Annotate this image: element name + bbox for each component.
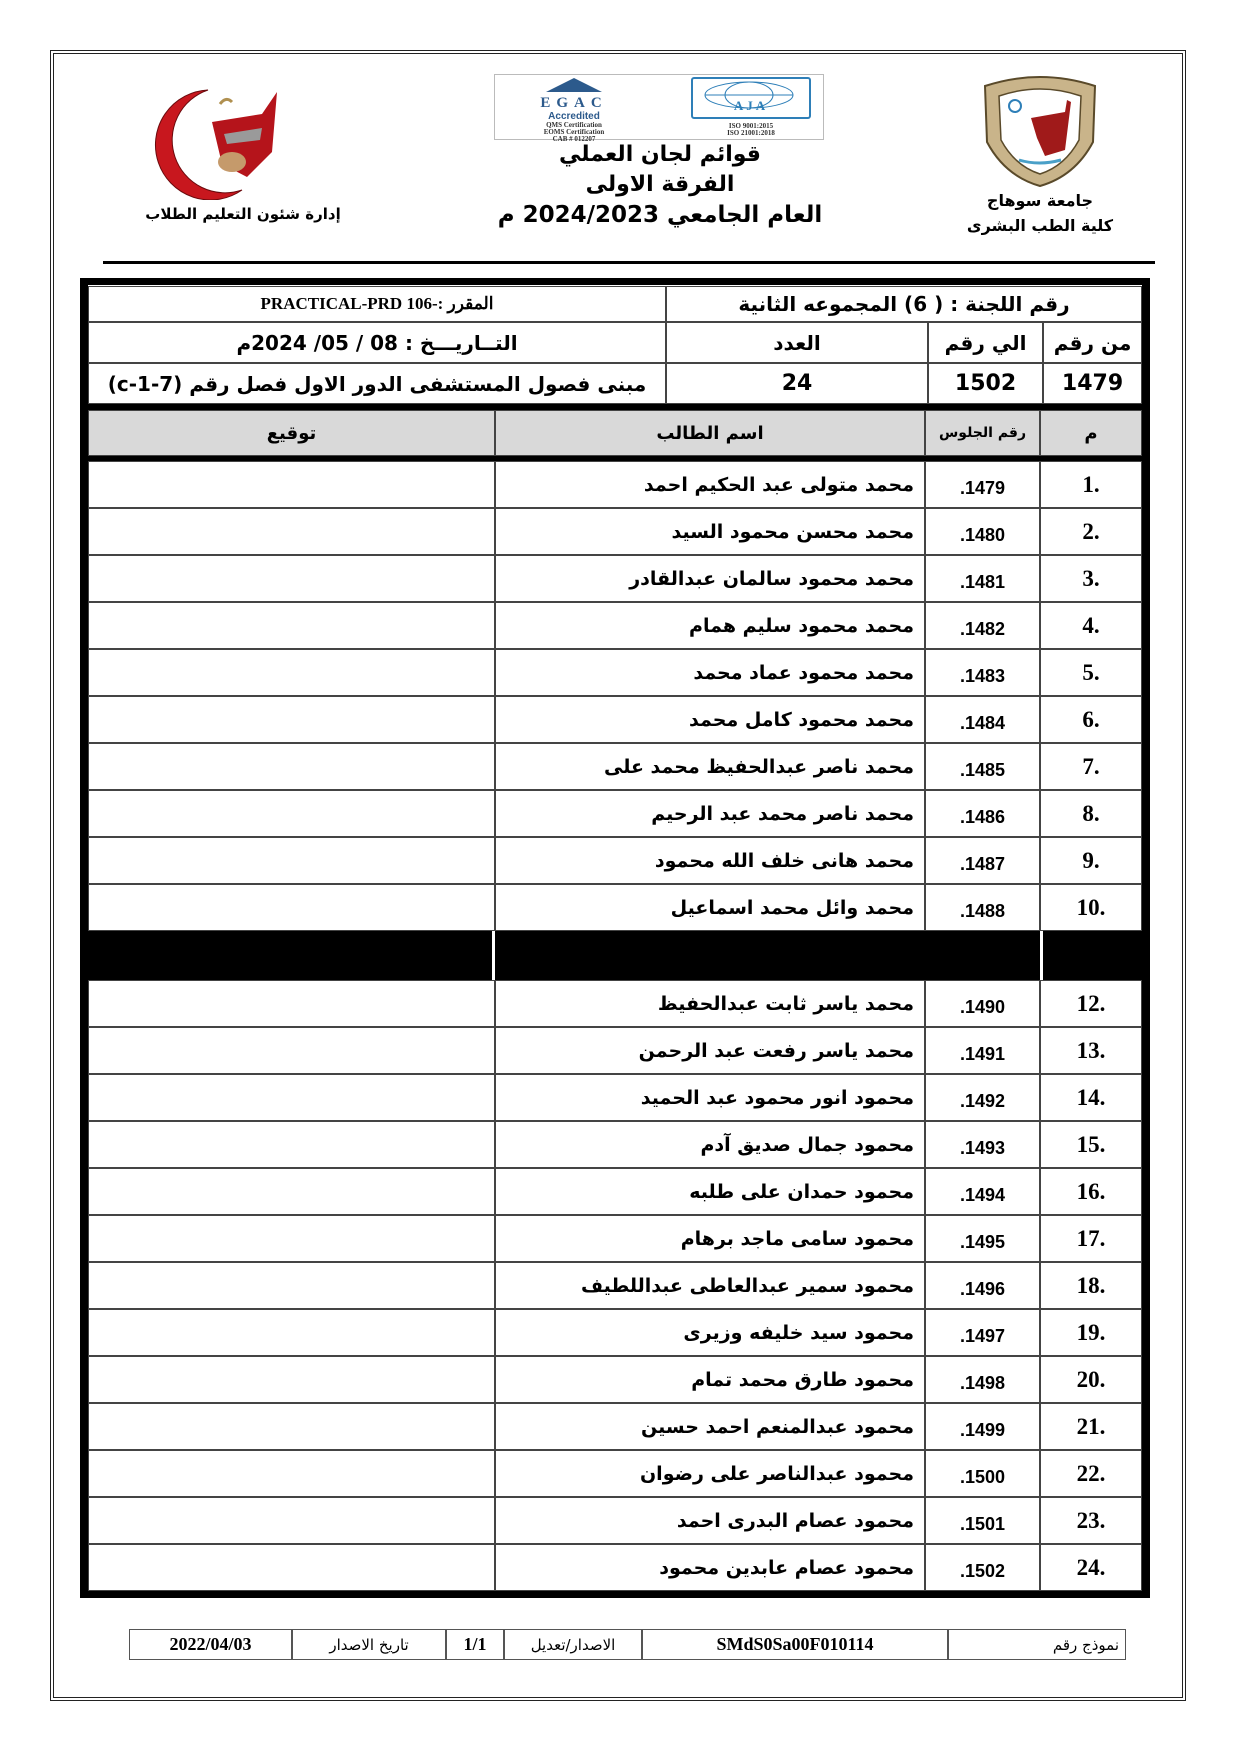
row-index: .9: [1040, 837, 1142, 884]
egac-line: EOMS Certification: [543, 128, 605, 136]
seat-number: 1501.: [925, 1497, 1040, 1544]
signature-cell: [88, 1403, 495, 1450]
signature-cell: [88, 1027, 495, 1074]
from-number-label: من رقم: [1043, 322, 1142, 363]
signature-cell: [88, 1309, 495, 1356]
student-name: محمد وائل محمد اسماعيل: [495, 884, 925, 931]
student-name: محمود حمدان على طلبه: [495, 1168, 925, 1215]
signature-cell: [88, 1544, 495, 1591]
redacted-row-cell: [88, 931, 492, 980]
count-value: 24: [666, 363, 928, 404]
row-index: .6: [1040, 696, 1142, 743]
row-index: .21: [1040, 1403, 1142, 1450]
row-index: .1: [1040, 461, 1142, 508]
redacted-row-cell: [1043, 931, 1142, 980]
seat-number: 1487.: [925, 837, 1040, 884]
egac-word: EGAC: [540, 95, 608, 111]
issue-date-value: 2022/04/03: [129, 1629, 292, 1660]
issue-date-label: تاريخ الاصدار: [292, 1629, 446, 1660]
row-index: .22: [1040, 1450, 1142, 1497]
row-index: .23: [1040, 1497, 1142, 1544]
university-name: جامعة سوهاج: [986, 191, 1094, 210]
seat-number: 1486.: [925, 790, 1040, 837]
student-name: محمود سامى ماجد برهام: [495, 1215, 925, 1262]
row-index: .12: [1040, 980, 1142, 1027]
student-name: محمود عبدالناصر على رضوان: [495, 1450, 925, 1497]
university-crest-graphic: [975, 72, 1105, 190]
seat-number: 1482.: [925, 602, 1040, 649]
document-title: [480, 140, 840, 230]
row-index: .3: [1040, 555, 1142, 602]
seat-number: 1499.: [925, 1403, 1040, 1450]
title-line-2: الفرقة الاولى: [585, 172, 735, 197]
seat-number: 1498.: [925, 1356, 1040, 1403]
course-cell: المقرر :-PRACTICAL-PRD 106: [88, 286, 666, 322]
signature-cell: [88, 1497, 495, 1544]
redacted-row-cell: [925, 931, 1040, 980]
student-name: محمد ياسر ثابت عبدالحفيظ: [495, 980, 925, 1027]
from-number-value: 1479: [1043, 363, 1142, 404]
egac-line: QMS Certification: [546, 121, 602, 129]
signature-cell: [88, 696, 495, 743]
student-name: محمد ناصر عبدالحفيظ محمد على: [495, 743, 925, 790]
student-name: محمد ياسر رفعت عبد الرحمن: [495, 1027, 925, 1074]
committee-cell: رقم اللجنة : ( 6) المجموعه الثانية: [666, 286, 1142, 322]
row-index: .2: [1040, 508, 1142, 555]
row-index: .24: [1040, 1544, 1142, 1591]
row-index: .20: [1040, 1356, 1142, 1403]
signature-cell: [88, 837, 495, 884]
seat-number: 1497.: [925, 1309, 1040, 1356]
header-seat-number: رقم الجلوس: [925, 410, 1040, 456]
student-name: محمود عصام عابدين محمود: [495, 1544, 925, 1591]
aja-line: ISO 21001:2018: [727, 129, 775, 137]
certification-logos: [494, 74, 824, 143]
aja-word: AJA: [733, 98, 769, 113]
form-number-label: نموذج رقم: [948, 1629, 1126, 1660]
faculty-name: كلية الطب البشرى: [966, 216, 1114, 235]
seat-number: 1500.: [925, 1450, 1040, 1497]
location-cell: مبنى فصول المستشفى الدور الاول فصل رقم (7-1-c): [88, 363, 666, 404]
signature-cell: [88, 1121, 495, 1168]
seat-number: 1494.: [925, 1168, 1040, 1215]
header-divider: [103, 261, 1155, 264]
row-index: .5: [1040, 649, 1142, 696]
faculty-logo-graphic: [112, 82, 312, 200]
student-name: محمود جمال صديق آدم: [495, 1121, 925, 1168]
seat-number: 1502.: [925, 1544, 1040, 1591]
signature-cell: [88, 1168, 495, 1215]
seat-number: 1496.: [925, 1262, 1040, 1309]
academic-year: العام الجامعي 2024/2023 م: [497, 202, 823, 228]
signature-cell: [88, 743, 495, 790]
signature-cell: [88, 1074, 495, 1121]
students-affairs-caption: إدارة شئون التعليم الطلاب: [145, 205, 341, 223]
row-index: .15: [1040, 1121, 1142, 1168]
signature-cell: [88, 602, 495, 649]
row-index: .16: [1040, 1168, 1142, 1215]
signature-cell: [88, 884, 495, 931]
row-index: .14: [1040, 1074, 1142, 1121]
student-name: محمد محمود سليم همام: [495, 602, 925, 649]
aja-globe-box: [691, 77, 811, 119]
student-name: محمود سيد خليفه وزيرى: [495, 1309, 925, 1356]
egac-accredited: Accredited: [548, 111, 600, 122]
university-crest: [975, 72, 1105, 190]
student-name: محمد محمود عماد محمد: [495, 649, 925, 696]
signature-cell: [88, 1450, 495, 1497]
signature-cell: [88, 1215, 495, 1262]
student-name: محمد محسن محمود السيد: [495, 508, 925, 555]
to-number-label: الي رقم: [928, 322, 1043, 363]
student-name: محمود انور محمود عبد الحميد: [495, 1074, 925, 1121]
egac-mountain-icon: [544, 78, 604, 92]
seat-number: 1488.: [925, 884, 1040, 931]
row-index: .8: [1040, 790, 1142, 837]
student-name: محمود سمير عبدالعاطى عبداللطيف: [495, 1262, 925, 1309]
seat-number: 1480.: [925, 508, 1040, 555]
redacted-row-cell: [495, 931, 925, 980]
seat-number: 1491.: [925, 1027, 1040, 1074]
signature-cell: [88, 790, 495, 837]
date-cell: التــاريـــخ : 08 / 05/ 2024م: [88, 322, 666, 363]
student-name: محمد ناصر محمد عبد الرحيم: [495, 790, 925, 837]
row-index: .18: [1040, 1262, 1142, 1309]
seat-number: 1492.: [925, 1074, 1040, 1121]
count-label: العدد: [666, 322, 928, 363]
seat-number: 1485.: [925, 743, 1040, 790]
version-label: الاصدار/تعديل: [504, 1629, 642, 1660]
row-index: .10: [1040, 884, 1142, 931]
egac-logo: [499, 77, 649, 143]
student-name: محمد هانى خلف الله محمود: [495, 837, 925, 884]
student-name: محمود عصام البدرى احمد: [495, 1497, 925, 1544]
header-student-name: اسم الطالب: [495, 410, 925, 456]
seat-number: 1484.: [925, 696, 1040, 743]
student-name: محمد محمود سالمان عبدالقادر: [495, 555, 925, 602]
version-value: 1/1: [446, 1629, 504, 1660]
signature-cell: [88, 508, 495, 555]
seat-number: 1493.: [925, 1121, 1040, 1168]
aja-line: ISO 9001:2015: [728, 122, 774, 130]
row-index: .19: [1040, 1309, 1142, 1356]
header-index: م: [1040, 410, 1142, 456]
seat-number: 1495.: [925, 1215, 1040, 1262]
student-name: محمود عبدالمنعم احمد حسين: [495, 1403, 925, 1450]
seat-number: 1479.: [925, 461, 1040, 508]
signature-cell: [88, 1262, 495, 1309]
egac-line: CAB # 012207: [552, 135, 596, 143]
title-line-1: قوائم لجان العملي: [559, 142, 761, 167]
seat-number: 1490.: [925, 980, 1040, 1027]
seat-number: 1483.: [925, 649, 1040, 696]
aja-logo: [683, 77, 819, 137]
signature-cell: [88, 555, 495, 602]
form-number-value: SMdS0Sa00F010114: [642, 1629, 948, 1660]
university-caption: [945, 188, 1135, 238]
row-index: .17: [1040, 1215, 1142, 1262]
signature-cell: [88, 1356, 495, 1403]
student-name: محمود طارق محمد تمام: [495, 1356, 925, 1403]
row-index: .7: [1040, 743, 1142, 790]
header-signature: توقيع: [88, 410, 495, 456]
faculty-logo: [112, 82, 312, 200]
to-number-value: 1502: [928, 363, 1043, 404]
signature-cell: [88, 980, 495, 1027]
seat-number: 1481.: [925, 555, 1040, 602]
row-index: .4: [1040, 602, 1142, 649]
signature-cell: [88, 649, 495, 696]
row-index: .13: [1040, 1027, 1142, 1074]
student-name: محمد محمود كامل محمد: [495, 696, 925, 743]
signature-cell: [88, 461, 495, 508]
student-name: محمد متولى عبد الحكيم احمد: [495, 461, 925, 508]
